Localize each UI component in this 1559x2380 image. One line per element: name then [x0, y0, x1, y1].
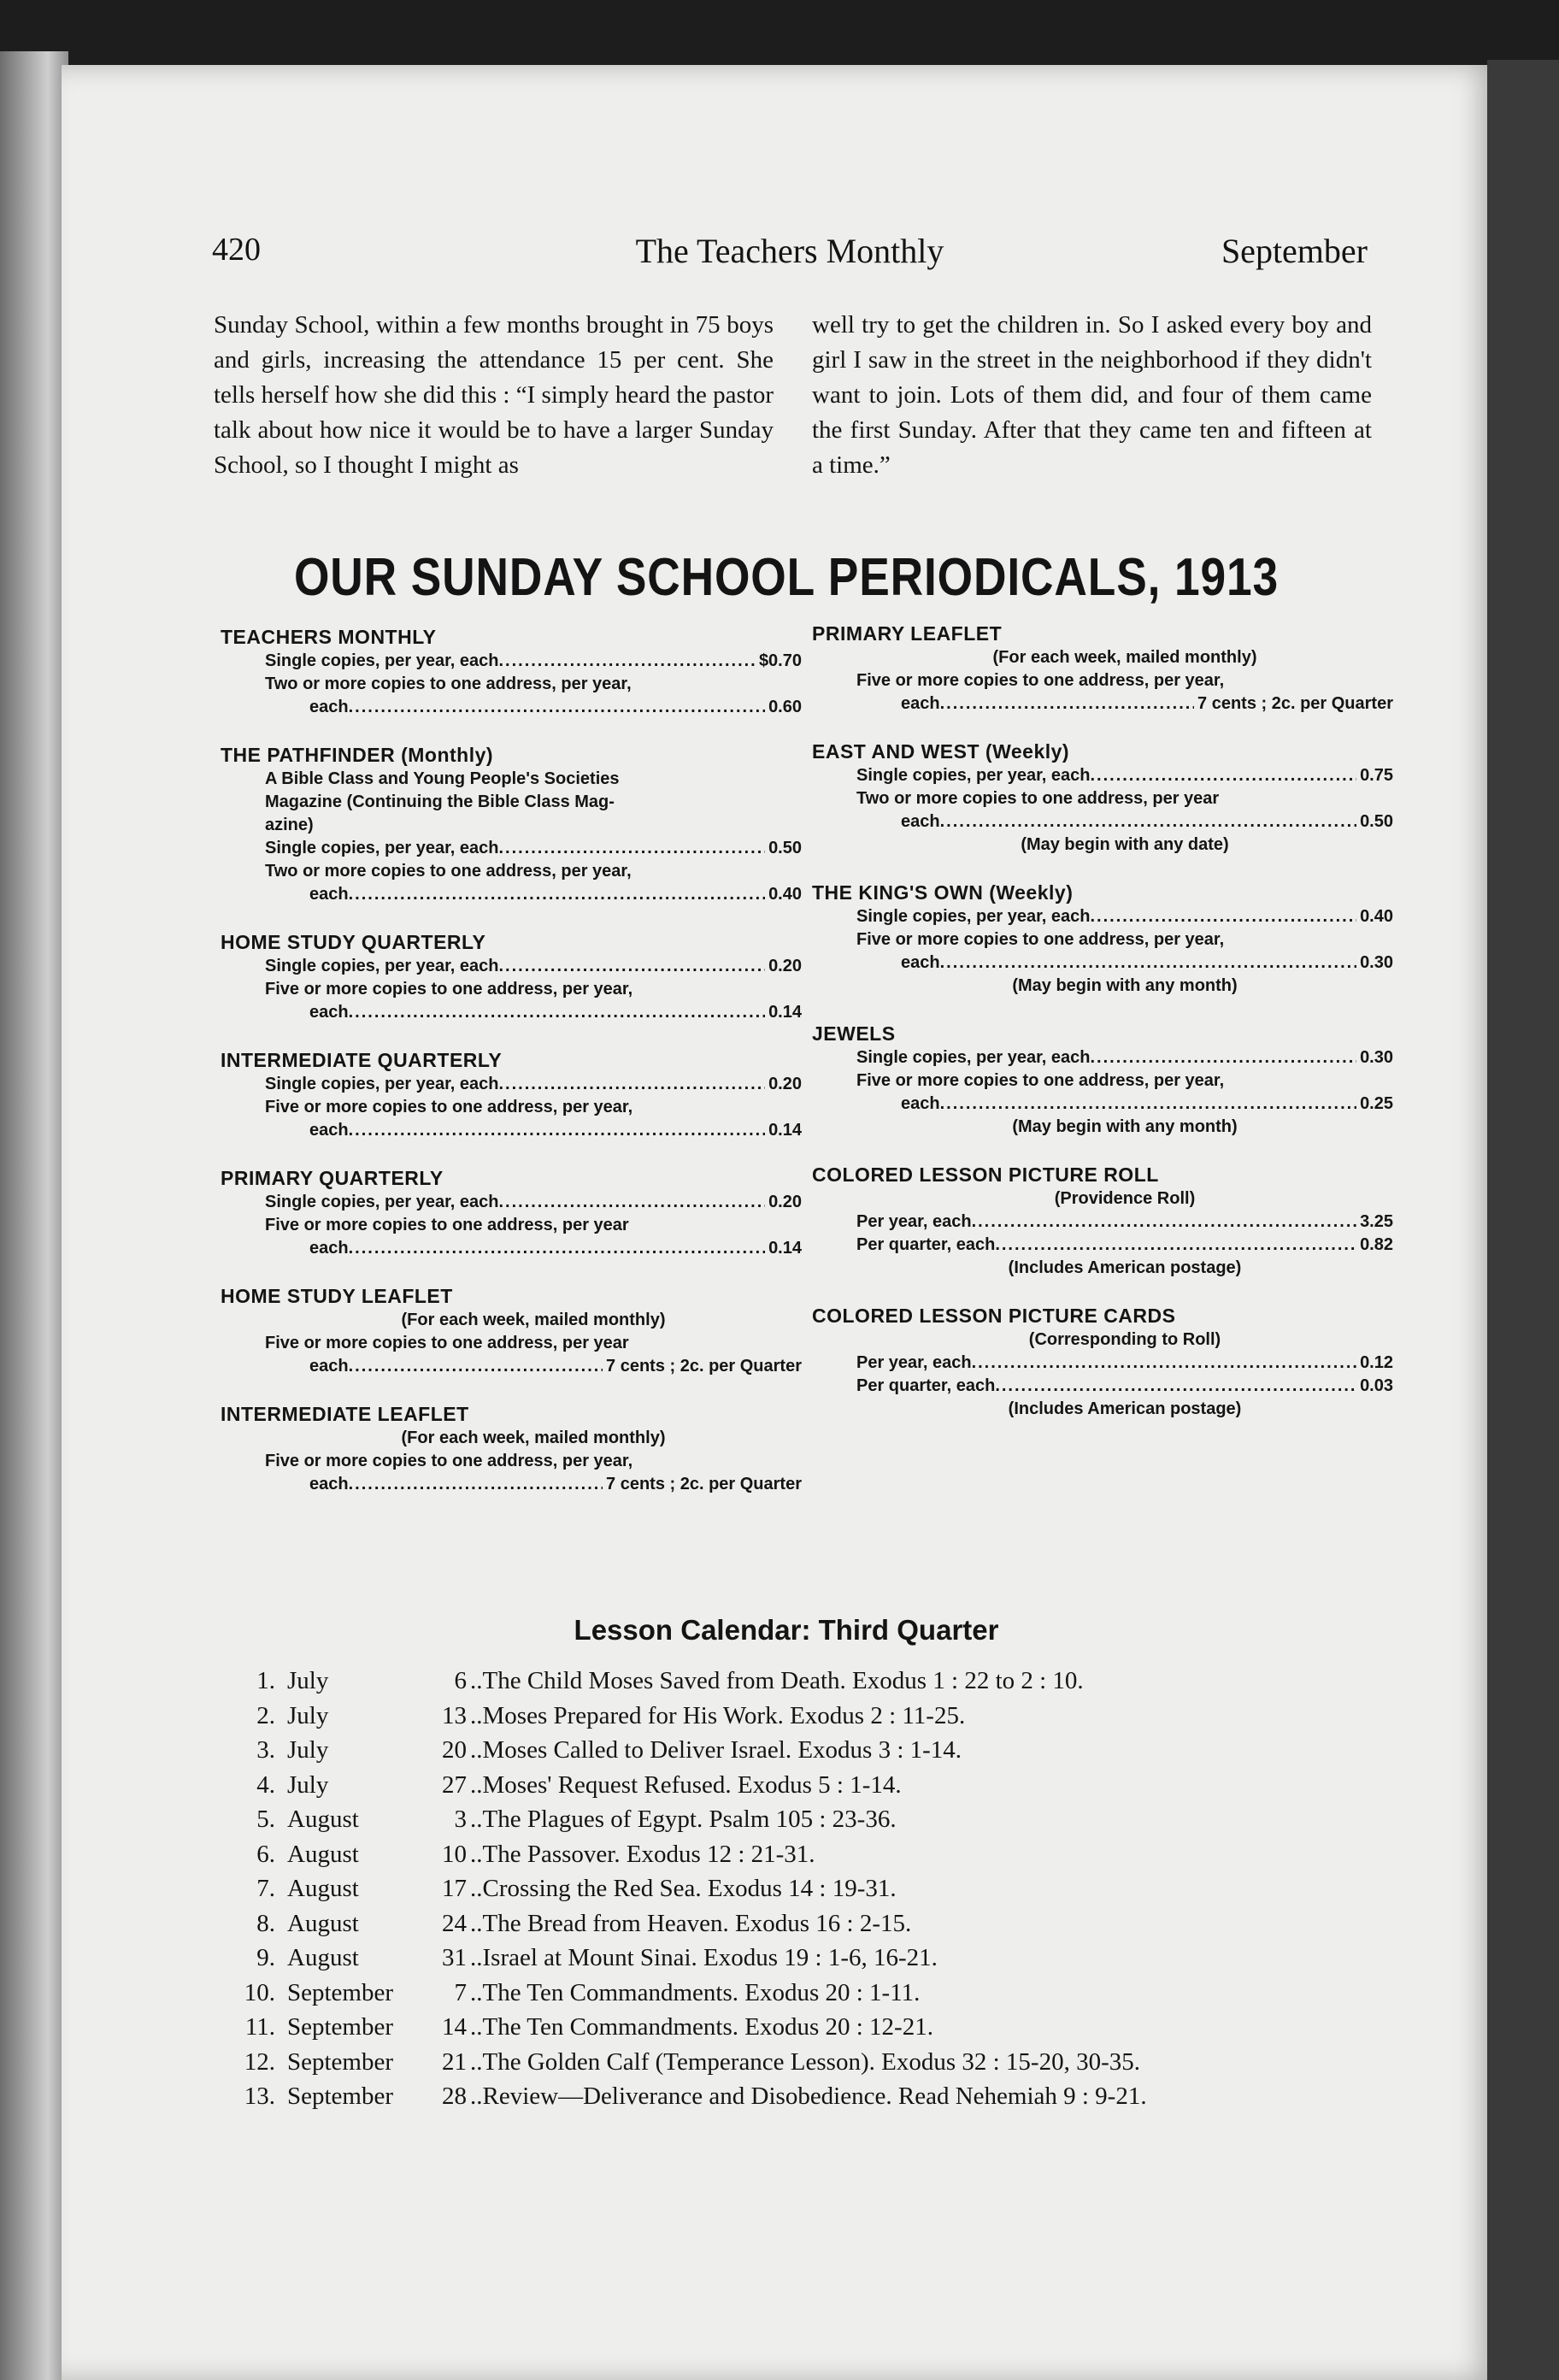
price-value: 0.40 — [1360, 907, 1393, 926]
dot-leader — [972, 1352, 1357, 1375]
dot-leader — [349, 1237, 765, 1260]
lesson-day: 27 — [442, 1770, 467, 1799]
periodical-description-line: Five or more copies to one address, per year, — [856, 1071, 1225, 1090]
periodical-description-line: Two or more copies to one address, per year — [856, 789, 1220, 808]
price-value: 3.25 — [1360, 1212, 1393, 1231]
lesson-month: July — [287, 1667, 329, 1694]
dot-leader — [940, 1093, 1356, 1116]
lesson-month: August — [287, 1806, 359, 1833]
lesson-day: 7 — [454, 1978, 467, 2006]
lesson-month: August — [287, 1875, 359, 1902]
price-value: 0.14 — [768, 1239, 802, 1258]
dot-leader — [1090, 1046, 1356, 1069]
periodical-description-line: Two or more copies to one address, per year, — [265, 675, 632, 693]
periodical-entry — [221, 1401, 802, 1496]
dot-leader — [498, 955, 765, 978]
dot-leader — [1090, 764, 1356, 787]
lesson-number: 12. — [244, 2047, 275, 2076]
lesson-row — [239, 2079, 1368, 2114]
periodical-entry — [812, 1303, 1393, 1421]
periodical-description-line: Five or more copies to one address, per year — [265, 1334, 629, 1352]
dot-leader — [498, 1073, 765, 1096]
lesson-calendar-heading: Lesson Calendar: Third Quarter — [574, 1614, 999, 1646]
dot-leader — [995, 1234, 1356, 1257]
lesson-day: 31 — [442, 1944, 467, 1971]
periodical-title: HOME STUDY LEAFLET — [221, 1285, 453, 1307]
price-line — [901, 810, 1393, 834]
lesson-month: September — [287, 1978, 394, 2006]
lesson-title-reference: ..Review—Deliverance and Disobedience. Read Nehemiah 9 : 9-21. — [470, 2082, 1147, 2110]
lesson-month: July — [287, 1736, 329, 1764]
dot-leader — [349, 883, 765, 906]
dot-leader — [940, 951, 1356, 975]
periodical-title: HOME STUDY QUARTERLY — [221, 931, 486, 953]
periodical-entry — [812, 621, 1393, 716]
periodical-entry — [221, 1047, 802, 1142]
price-line — [856, 764, 1393, 787]
price-line-label: each — [309, 1357, 349, 1376]
page-header — [212, 231, 1368, 282]
lesson-title-reference: ..The Golden Calf (Temperance Lesson). Exodus 32 : 15-20, 30-35. — [470, 2047, 1140, 2076]
price-value: 0.40 — [768, 885, 802, 904]
price-line-label: Single copies, per year, each — [856, 1048, 1091, 1067]
dot-leader — [349, 1119, 765, 1142]
lesson-day: 17 — [442, 1875, 467, 1902]
price-value: 7 cents ; 2c. per Quarter — [606, 1475, 802, 1493]
lesson-title-reference: ..The Plagues of Egypt. Psalm 105 : 23-36. — [470, 1806, 897, 1833]
periodical-description-line: azine) — [265, 816, 314, 834]
lesson-day: 24 — [442, 1909, 467, 1937]
intro-paragraph-left: Sunday School, within a few months brought in 75 boys and girls, increasing the attendance 15 per cent. She tells herself how she did this : “I simply heard the pastor talk about how nice it would be to have a larger Sunday School, so I thought I might as — [214, 311, 774, 479]
price-line-label: Per year, each — [856, 1353, 972, 1372]
lesson-day: 14 — [442, 2013, 467, 2041]
lesson-row — [239, 2010, 1368, 2045]
price-line — [856, 1211, 1393, 1234]
periodical-title: PRIMARY LEAFLET — [812, 622, 1003, 645]
periodical-description-line: Magazine (Continuing the Bible Class Mag- — [265, 792, 615, 811]
price-line-label: each — [901, 1094, 940, 1113]
lesson-title-reference: ..Moses' Request Refused. Exodus 5 : 1-14. — [470, 1770, 902, 1799]
lesson-row — [239, 2045, 1368, 2080]
periodical-subtitle: (Providence Roll) — [1054, 1189, 1196, 1208]
lesson-number: 4. — [256, 1770, 275, 1799]
price-value: 0.03 — [1360, 1376, 1393, 1395]
periodical-entry — [812, 739, 1393, 857]
price-value: 0.20 — [768, 1193, 802, 1211]
price-line — [265, 1073, 802, 1096]
periodical-description-line: Five or more copies to one address, per year, — [856, 930, 1225, 949]
price-line — [309, 1355, 802, 1378]
lesson-number: 10. — [244, 1978, 275, 2006]
lesson-month: August — [287, 1909, 359, 1937]
periodicals-left-column — [221, 624, 802, 1519]
periodical-entry — [221, 929, 802, 1024]
lesson-row — [239, 1664, 1368, 1699]
lesson-month: September — [287, 2047, 394, 2076]
lesson-title-reference: ..Moses Called to Deliver Israel. Exodus 3 : 1-14. — [470, 1736, 962, 1764]
periodicals-right-column — [812, 621, 1393, 1444]
periodicals-heading: OUR SUNDAY SCHOOL PERIODICALS, 1913 — [293, 548, 1280, 607]
price-line — [901, 1093, 1393, 1116]
lesson-row — [239, 1802, 1368, 1837]
lesson-row — [239, 1733, 1368, 1768]
periodical-entry — [812, 880, 1393, 998]
periodical-description-line: Five or more copies to one address, per year, — [265, 980, 633, 999]
lesson-row — [239, 1906, 1368, 1941]
price-value: 0.30 — [1360, 953, 1393, 972]
periodical-title: COLORED LESSON PICTURE CARDS — [812, 1305, 1176, 1327]
price-line — [309, 883, 802, 906]
periodical-description-line: Five or more copies to one address, per year, — [265, 1098, 633, 1116]
periodical-description-line: Five or more copies to one address, per year — [265, 1216, 629, 1234]
lesson-title-reference: ..The Ten Commandments. Exodus 20 : 12-21. — [470, 2013, 933, 2041]
price-line — [265, 955, 802, 978]
periodical-subtitle: (Corresponding to Roll) — [1028, 1330, 1221, 1349]
price-line — [901, 692, 1393, 716]
price-line-label: Single copies, per year, each — [856, 766, 1091, 785]
price-line — [309, 1119, 802, 1142]
price-line-label: each — [901, 812, 940, 831]
price-line-label: Per quarter, each — [856, 1235, 996, 1254]
price-line — [856, 1046, 1393, 1069]
price-value: $0.70 — [758, 651, 802, 670]
periodical-entry — [221, 1283, 802, 1378]
price-line-label: each — [309, 1239, 349, 1258]
dot-leader — [349, 1355, 603, 1378]
lesson-title-reference: ..Moses Prepared for His Work. Exodus 2 : 11-25. — [470, 1701, 966, 1729]
periodical-title: PRIMARY QUARTERLY — [221, 1167, 444, 1189]
dot-leader — [940, 692, 1194, 716]
lesson-number: 7. — [256, 1875, 275, 1902]
lesson-title-reference: ..The Passover. Exodus 12 : 21-31. — [470, 1840, 815, 1868]
periodical-title: THE PATHFINDER (Monthly) — [221, 744, 494, 766]
dot-leader — [349, 1001, 765, 1024]
price-value: 0.82 — [1360, 1235, 1393, 1254]
price-line-label: each — [309, 1003, 349, 1022]
lesson-number: 9. — [256, 1944, 275, 1971]
price-line — [856, 1234, 1393, 1257]
price-value: 0.20 — [768, 957, 802, 975]
periodical-description-line: Five or more copies to one address, per year, — [265, 1452, 633, 1470]
periodical-entry — [221, 742, 802, 906]
price-line-label: each — [901, 953, 940, 972]
lesson-number: 8. — [256, 1909, 275, 1937]
journal-title: The Teachers Monthly — [635, 232, 944, 270]
periodical-subtitle: (For each week, mailed monthly) — [992, 648, 1257, 667]
dot-leader — [498, 837, 765, 860]
periodical-entry — [221, 1165, 802, 1260]
periodical-note: (Includes American postage) — [1008, 1399, 1242, 1418]
price-value: 7 cents ; 2c. per Quarter — [1197, 694, 1393, 713]
price-value: 7 cents ; 2c. per Quarter — [606, 1357, 802, 1376]
lesson-number: 3. — [256, 1736, 275, 1764]
lesson-number: 11. — [244, 2013, 275, 2041]
price-line-label: Single copies, per year, each — [265, 1193, 499, 1211]
lesson-title-reference: ..Crossing the Red Sea. Exodus 14 : 19-31. — [470, 1875, 897, 1902]
price-line — [856, 1352, 1393, 1375]
lesson-title-reference: ..The Child Moses Saved from Death. Exodus 1 : 22 to 2 : 10. — [470, 1667, 1084, 1694]
price-value: 0.20 — [768, 1075, 802, 1093]
price-line — [265, 1191, 802, 1214]
price-line-label: each — [309, 885, 349, 904]
periodical-description-line: Five or more copies to one address, per year, — [856, 671, 1225, 690]
lesson-calendar-table — [239, 1664, 1368, 2114]
dot-leader — [498, 650, 755, 673]
price-line — [265, 837, 802, 860]
periodical-title: THE KING'S OWN (Weekly) — [812, 881, 1074, 904]
price-line-label: Single copies, per year, each — [265, 1075, 499, 1093]
lesson-row — [239, 1837, 1368, 1872]
lesson-number: 13. — [244, 2082, 275, 2110]
lesson-month: September — [287, 2082, 394, 2110]
price-line — [309, 1237, 802, 1260]
price-line — [265, 650, 802, 673]
periodical-title: COLORED LESSON PICTURE ROLL — [812, 1163, 1159, 1186]
price-value: 0.50 — [1360, 812, 1393, 831]
price-line — [856, 905, 1393, 928]
lesson-month: August — [287, 1944, 359, 1971]
price-line — [901, 951, 1393, 975]
price-line-label: each — [309, 698, 349, 716]
periodical-note: (May begin with any month) — [1012, 1117, 1238, 1136]
dot-leader — [995, 1375, 1356, 1398]
lesson-day: 6 — [454, 1667, 467, 1694]
price-line-label: Per quarter, each — [856, 1376, 996, 1395]
lesson-month: September — [287, 2013, 394, 2041]
periodical-note: (Includes American postage) — [1008, 1258, 1242, 1277]
dot-leader — [972, 1211, 1357, 1234]
dot-leader — [349, 1473, 603, 1496]
lesson-month: August — [287, 1840, 359, 1868]
price-line-label: Per year, each — [856, 1212, 972, 1231]
issue-month: September — [1221, 232, 1368, 270]
price-line-label: each — [309, 1121, 349, 1140]
lesson-row — [239, 1768, 1368, 1803]
price-value: 0.14 — [768, 1003, 802, 1022]
lesson-row — [239, 1871, 1368, 1906]
lesson-row — [239, 1941, 1368, 1976]
lesson-month: July — [287, 1770, 329, 1799]
price-value: 0.60 — [768, 698, 802, 716]
periodical-title: TEACHERS MONTHLY — [221, 626, 437, 648]
periodical-note: (May begin with any date) — [1021, 835, 1229, 854]
periodical-entry — [812, 1021, 1393, 1139]
periodical-description-line: Two or more copies to one address, per year, — [265, 862, 632, 881]
periodical-entry — [812, 1162, 1393, 1280]
periodical-title: INTERMEDIATE QUARTERLY — [221, 1049, 503, 1071]
periodical-entry — [221, 624, 802, 719]
lesson-number: 5. — [256, 1806, 275, 1833]
price-line-label: Single copies, per year, each — [265, 651, 499, 670]
lesson-day: 28 — [442, 2082, 467, 2110]
price-line — [309, 1001, 802, 1024]
lesson-number: 2. — [256, 1701, 275, 1729]
page-number: 420 — [212, 232, 261, 268]
price-line-label: each — [901, 694, 940, 713]
periodical-description-line: A Bible Class and Young People's Societies — [265, 769, 620, 788]
book-page-edge — [0, 51, 68, 2380]
lesson-day: 3 — [454, 1806, 467, 1833]
periodical-title: JEWELS — [812, 1022, 896, 1045]
lesson-title-reference: ..The Ten Commandments. Exodus 20 : 1-11. — [470, 1978, 921, 2006]
price-value: 0.25 — [1360, 1094, 1393, 1113]
price-value: 0.12 — [1360, 1353, 1393, 1372]
lesson-title-reference: ..Israel at Mount Sinai. Exodus 19 : 1-6, 16-21. — [470, 1944, 938, 1971]
periodical-title: EAST AND WEST (Weekly) — [812, 740, 1070, 763]
price-value: 0.30 — [1360, 1048, 1393, 1067]
price-line-label: Single copies, per year, each — [265, 957, 499, 975]
lesson-number: 6. — [256, 1840, 275, 1868]
lesson-title-reference: ..The Bread from Heaven. Exodus 16 : 2-15. — [470, 1909, 912, 1937]
price-line-label: Single copies, per year, each — [856, 907, 1091, 926]
price-value: 0.75 — [1360, 766, 1393, 785]
price-line — [856, 1375, 1393, 1398]
lesson-day: 21 — [442, 2047, 467, 2076]
lesson-day: 13 — [442, 1701, 467, 1729]
lesson-row — [239, 1976, 1368, 2011]
lesson-day: 20 — [442, 1736, 467, 1764]
price-line — [309, 696, 802, 719]
dot-leader — [1090, 905, 1356, 928]
periodical-subtitle: (For each week, mailed monthly) — [401, 1311, 666, 1329]
dot-leader — [940, 810, 1356, 834]
lesson-row — [239, 1699, 1368, 1734]
periodical-subtitle: (For each week, mailed monthly) — [401, 1429, 666, 1447]
price-line — [309, 1473, 802, 1496]
periodical-title: INTERMEDIATE LEAFLET — [221, 1403, 469, 1425]
intro-paragraph-right: well try to get the children in. So I asked every boy and girl I saw in the street in the neighborhood if they didn't want to join. Lots of them did, and four of them came the first Sunday. After that they came ten and fifteen at a time.” — [812, 311, 1372, 479]
price-value: 0.14 — [768, 1121, 802, 1140]
price-line-label: each — [309, 1475, 349, 1493]
lesson-month: July — [287, 1701, 329, 1729]
lesson-day: 10 — [442, 1840, 467, 1868]
price-value: 0.50 — [768, 839, 802, 857]
lesson-number: 1. — [256, 1667, 275, 1694]
right-scan-margin — [1487, 60, 1559, 2380]
price-line-label: Single copies, per year, each — [265, 839, 499, 857]
dot-leader — [349, 696, 765, 719]
periodical-note: (May begin with any month) — [1012, 976, 1238, 995]
dot-leader — [498, 1191, 765, 1214]
